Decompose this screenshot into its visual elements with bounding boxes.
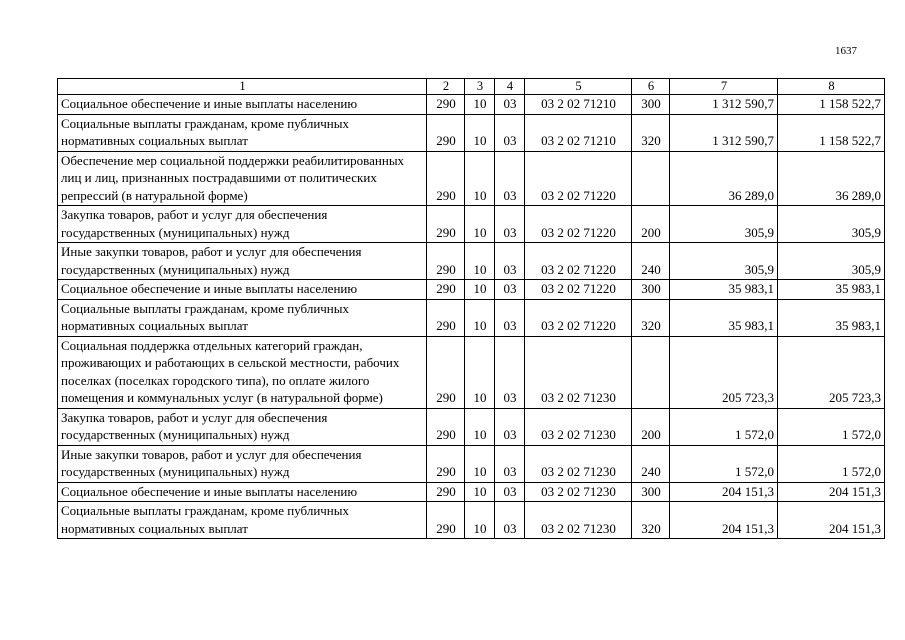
ministry-code-cell: 290 xyxy=(427,280,465,300)
ministry-code-cell: 290 xyxy=(427,482,465,502)
amount-year2-cell: 1 572,0 xyxy=(778,408,885,445)
amount-year2-cell: 204 151,3 xyxy=(778,482,885,502)
target-article-cell: 03 2 02 71230 xyxy=(525,336,632,408)
ministry-code-cell: 290 xyxy=(427,502,465,539)
section-cell: 10 xyxy=(465,95,495,115)
amount-year1-cell: 35 983,1 xyxy=(670,299,778,336)
target-article-cell: 03 2 02 71230 xyxy=(525,445,632,482)
subsection-cell: 03 xyxy=(495,445,525,482)
section-cell: 10 xyxy=(465,151,495,206)
header-cell: 1 xyxy=(58,79,427,95)
amount-year2-cell: 305,9 xyxy=(778,206,885,243)
header-cell: 6 xyxy=(632,79,670,95)
target-article-cell: 03 2 02 71220 xyxy=(525,151,632,206)
section-cell: 10 xyxy=(465,482,495,502)
header-cell: 4 xyxy=(495,79,525,95)
item-name-cell: Социальное обеспечение и иные выплаты населению xyxy=(58,95,427,115)
amount-year1-cell: 305,9 xyxy=(670,206,778,243)
table-row xyxy=(58,502,885,539)
amount-year1-cell: 1 572,0 xyxy=(670,408,778,445)
subsection-cell: 03 xyxy=(495,243,525,280)
expense-type-cell: 200 xyxy=(632,206,670,243)
section-cell: 10 xyxy=(465,114,495,151)
amount-year2-cell: 36 289,0 xyxy=(778,151,885,206)
page-number: 1637 xyxy=(835,45,857,57)
section-cell: 10 xyxy=(465,206,495,243)
header-cell: 2 xyxy=(427,79,465,95)
header-cell: 8 xyxy=(778,79,885,95)
expense-type-cell: 300 xyxy=(632,482,670,502)
ministry-code-cell: 290 xyxy=(427,336,465,408)
expense-type-cell: 240 xyxy=(632,243,670,280)
amount-year2-cell: 205 723,3 xyxy=(778,336,885,408)
item-name-cell: Закупка товаров, работ и услуг для обеспечения государственных (муниципальных) нужд xyxy=(58,408,427,445)
amount-year1-cell: 35 983,1 xyxy=(670,280,778,300)
target-article-cell: 03 2 02 71220 xyxy=(525,299,632,336)
table-header-row xyxy=(58,79,885,95)
target-article-cell: 03 2 02 71220 xyxy=(525,280,632,300)
ministry-code-cell: 290 xyxy=(427,206,465,243)
table-row xyxy=(58,114,885,151)
target-article-cell: 03 2 02 71230 xyxy=(525,502,632,539)
amount-year1-cell: 204 151,3 xyxy=(670,502,778,539)
subsection-cell: 03 xyxy=(495,95,525,115)
expense-type-cell xyxy=(632,151,670,206)
ministry-code-cell: 290 xyxy=(427,243,465,280)
amount-year1-cell: 1 312 590,7 xyxy=(670,95,778,115)
amount-year2-cell: 305,9 xyxy=(778,243,885,280)
amount-year1-cell: 1 572,0 xyxy=(670,445,778,482)
section-cell: 10 xyxy=(465,299,495,336)
target-article-cell: 03 2 02 71220 xyxy=(525,206,632,243)
amount-year2-cell: 1 572,0 xyxy=(778,445,885,482)
subsection-cell: 03 xyxy=(495,408,525,445)
ministry-code-cell: 290 xyxy=(427,114,465,151)
subsection-cell: 03 xyxy=(495,280,525,300)
section-cell: 10 xyxy=(465,280,495,300)
budget-table xyxy=(57,78,885,539)
item-name-cell: Закупка товаров, работ и услуг для обеспечения государственных (муниципальных) нужд xyxy=(58,206,427,243)
target-article-cell: 03 2 02 71210 xyxy=(525,95,632,115)
ministry-code-cell: 290 xyxy=(427,408,465,445)
subsection-cell: 03 xyxy=(495,336,525,408)
table-row xyxy=(58,95,885,115)
section-cell: 10 xyxy=(465,408,495,445)
ministry-code-cell: 290 xyxy=(427,95,465,115)
amount-year2-cell: 35 983,1 xyxy=(778,280,885,300)
section-cell: 10 xyxy=(465,502,495,539)
table-row xyxy=(58,482,885,502)
amount-year2-cell: 1 158 522,7 xyxy=(778,114,885,151)
item-name-cell: Иные закупки товаров, работ и услуг для обеспечения государственных (муниципальных) нужд xyxy=(58,243,427,280)
section-cell: 10 xyxy=(465,243,495,280)
table-row xyxy=(58,408,885,445)
amount-year2-cell: 1 158 522,7 xyxy=(778,95,885,115)
amount-year2-cell: 204 151,3 xyxy=(778,502,885,539)
table-row xyxy=(58,151,885,206)
subsection-cell: 03 xyxy=(495,299,525,336)
header-cell: 3 xyxy=(465,79,495,95)
expense-type-cell: 300 xyxy=(632,95,670,115)
table-row xyxy=(58,299,885,336)
expense-type-cell: 200 xyxy=(632,408,670,445)
expense-type-cell: 240 xyxy=(632,445,670,482)
subsection-cell: 03 xyxy=(495,206,525,243)
expense-type-cell: 320 xyxy=(632,502,670,539)
target-article-cell: 03 2 02 71210 xyxy=(525,114,632,151)
header-cell: 7 xyxy=(670,79,778,95)
target-article-cell: 03 2 02 71220 xyxy=(525,243,632,280)
table-row xyxy=(58,243,885,280)
section-cell: 10 xyxy=(465,445,495,482)
subsection-cell: 03 xyxy=(495,502,525,539)
section-cell: 10 xyxy=(465,336,495,408)
expense-type-cell: 320 xyxy=(632,299,670,336)
item-name-cell: Социальное обеспечение и иные выплаты населению xyxy=(58,482,427,502)
expense-type-cell: 320 xyxy=(632,114,670,151)
target-article-cell: 03 2 02 71230 xyxy=(525,408,632,445)
subsection-cell: 03 xyxy=(495,114,525,151)
item-name-cell: Социальные выплаты гражданам, кроме публичных нормативных социальных выплат xyxy=(58,114,427,151)
item-name-cell: Социальные выплаты гражданам, кроме публичных нормативных социальных выплат xyxy=(58,299,427,336)
amount-year1-cell: 305,9 xyxy=(670,243,778,280)
amount-year1-cell: 36 289,0 xyxy=(670,151,778,206)
subsection-cell: 03 xyxy=(495,482,525,502)
table-row xyxy=(58,336,885,408)
item-name-cell: Социальная поддержка отдельных категорий граждан, проживающих и работающих в сельской местности, рабочих поселках (поселках городского типа), по оплате жилого помещения и коммунальных услуг (в натуральной форме) xyxy=(58,336,427,408)
table-row xyxy=(58,206,885,243)
ministry-code-cell: 290 xyxy=(427,445,465,482)
target-article-cell: 03 2 02 71230 xyxy=(525,482,632,502)
expense-type-cell xyxy=(632,336,670,408)
ministry-code-cell: 290 xyxy=(427,299,465,336)
item-name-cell: Иные закупки товаров, работ и услуг для обеспечения государственных (муниципальных) нужд xyxy=(58,445,427,482)
item-name-cell: Социальные выплаты гражданам, кроме публичных нормативных социальных выплат xyxy=(58,502,427,539)
table-row xyxy=(58,445,885,482)
table-row xyxy=(58,280,885,300)
amount-year2-cell: 35 983,1 xyxy=(778,299,885,336)
amount-year1-cell: 205 723,3 xyxy=(670,336,778,408)
amount-year1-cell: 204 151,3 xyxy=(670,482,778,502)
ministry-code-cell: 290 xyxy=(427,151,465,206)
header-cell: 5 xyxy=(525,79,632,95)
item-name-cell: Обеспечение мер социальной поддержки реабилитированных лиц и лиц, признанных пострадавшими от политических репрессий (в натуральной форме) xyxy=(58,151,427,206)
subsection-cell: 03 xyxy=(495,151,525,206)
expense-type-cell: 300 xyxy=(632,280,670,300)
amount-year1-cell: 1 312 590,7 xyxy=(670,114,778,151)
item-name-cell: Социальное обеспечение и иные выплаты населению xyxy=(58,280,427,300)
